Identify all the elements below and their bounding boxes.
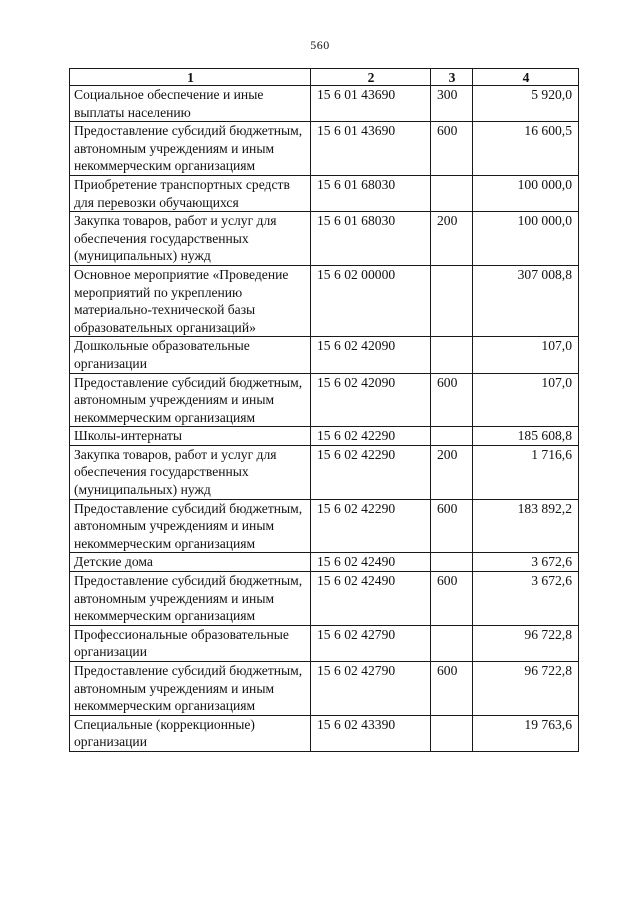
- row-type-cell: 600: [431, 572, 473, 626]
- row-amount-cell: 19 763,6: [473, 715, 579, 751]
- row-type-cell: 200: [431, 445, 473, 499]
- table-row: [70, 572, 579, 626]
- row-code-cell: 15 6 02 42290: [311, 499, 431, 553]
- row-code-cell: 15 6 02 42090: [311, 337, 431, 373]
- header-row: [70, 69, 579, 86]
- row-type-cell: [431, 427, 473, 446]
- row-name-cell: Детские дома: [70, 553, 311, 572]
- table-row: [70, 212, 579, 266]
- row-type-cell: 600: [431, 662, 473, 716]
- row-name-cell: Основное мероприятие «Проведение мероприятий по укреплению материально-технической базы образовательных организаций»: [70, 265, 311, 336]
- row-type-cell: [431, 553, 473, 572]
- row-code-cell: 15 6 02 42290: [311, 427, 431, 446]
- table-row: [70, 715, 579, 751]
- column-header-1: 1: [70, 69, 311, 86]
- table-row: [70, 445, 579, 499]
- column-header-3: 3: [431, 69, 473, 86]
- row-name-cell: Предоставление субсидий бюджетным, автономным учреждениям и иным некоммерческим организациям: [70, 662, 311, 716]
- table-row: [70, 175, 579, 211]
- row-name-cell: Закупка товаров, работ и услуг для обеспечения государственных (муниципальных) нужд: [70, 212, 311, 266]
- row-type-cell: [431, 337, 473, 373]
- row-name-cell: Профессиональные образовательные организации: [70, 625, 311, 661]
- row-name-cell: Закупка товаров, работ и услуг для обеспечения государственных (муниципальных) нужд: [70, 445, 311, 499]
- row-name-cell: Предоставление субсидий бюджетным, автономным учреждениям и иным некоммерческим организациям: [70, 122, 311, 176]
- row-type-cell: [431, 715, 473, 751]
- row-amount-cell: 96 722,8: [473, 625, 579, 661]
- row-amount-cell: 185 608,8: [473, 427, 579, 446]
- row-amount-cell: 107,0: [473, 373, 579, 427]
- table-row: [70, 86, 579, 122]
- table-row: [70, 265, 579, 336]
- row-amount-cell: 96 722,8: [473, 662, 579, 716]
- row-type-cell: 300: [431, 86, 473, 122]
- table-header: [70, 69, 579, 86]
- row-name-cell: Предоставление субсидий бюджетным, автономным учреждениям и иным некоммерческим организациям: [70, 373, 311, 427]
- row-code-cell: 15 6 02 42490: [311, 572, 431, 626]
- row-name-cell: Предоставление субсидий бюджетным, автономным учреждениям и иным некоммерческим организациям: [70, 572, 311, 626]
- table-row: [70, 427, 579, 446]
- row-amount-cell: 100 000,0: [473, 212, 579, 266]
- row-code-cell: 15 6 02 42490: [311, 553, 431, 572]
- row-type-cell: 600: [431, 373, 473, 427]
- row-name-cell: Приобретение транспортных средств для перевозки обучающихся: [70, 175, 311, 211]
- row-name-cell: Дошкольные образовательные организации: [70, 337, 311, 373]
- row-name-cell: Специальные (коррекционные) организации: [70, 715, 311, 751]
- row-amount-cell: 5 920,0: [473, 86, 579, 122]
- row-code-cell: 15 6 02 42790: [311, 662, 431, 716]
- row-type-cell: [431, 265, 473, 336]
- table-row: [70, 373, 579, 427]
- row-amount-cell: 3 672,6: [473, 553, 579, 572]
- budget-table: [69, 68, 579, 752]
- table-body: [70, 86, 579, 752]
- row-amount-cell: 3 672,6: [473, 572, 579, 626]
- row-type-cell: [431, 625, 473, 661]
- table-row: [70, 553, 579, 572]
- table-row: [70, 122, 579, 176]
- row-name-cell: Школы-интернаты: [70, 427, 311, 446]
- table-row: [70, 625, 579, 661]
- table-row: [70, 499, 579, 553]
- table-row: [70, 662, 579, 716]
- row-code-cell: 15 6 02 42090: [311, 373, 431, 427]
- column-header-2: 2: [311, 69, 431, 86]
- row-amount-cell: 1 716,6: [473, 445, 579, 499]
- row-code-cell: 15 6 02 00000: [311, 265, 431, 336]
- table-row: [70, 337, 579, 373]
- row-code-cell: 15 6 01 68030: [311, 175, 431, 211]
- row-type-cell: [431, 175, 473, 211]
- row-amount-cell: 16 600,5: [473, 122, 579, 176]
- row-name-cell: Социальное обеспечение и иные выплаты населению: [70, 86, 311, 122]
- row-amount-cell: 107,0: [473, 337, 579, 373]
- row-amount-cell: 307 008,8: [473, 265, 579, 336]
- page-number: 560: [310, 38, 330, 52]
- row-code-cell: 15 6 02 43390: [311, 715, 431, 751]
- row-code-cell: 15 6 02 42290: [311, 445, 431, 499]
- row-type-cell: 600: [431, 122, 473, 176]
- row-code-cell: 15 6 01 43690: [311, 86, 431, 122]
- row-amount-cell: 100 000,0: [473, 175, 579, 211]
- row-type-cell: 200: [431, 212, 473, 266]
- row-type-cell: 600: [431, 499, 473, 553]
- row-code-cell: 15 6 01 68030: [311, 212, 431, 266]
- column-header-4: 4: [473, 69, 579, 86]
- row-code-cell: 15 6 02 42790: [311, 625, 431, 661]
- row-code-cell: 15 6 01 43690: [311, 122, 431, 176]
- row-amount-cell: 183 892,2: [473, 499, 579, 553]
- row-name-cell: Предоставление субсидий бюджетным, автономным учреждениям и иным некоммерческим организациям: [70, 499, 311, 553]
